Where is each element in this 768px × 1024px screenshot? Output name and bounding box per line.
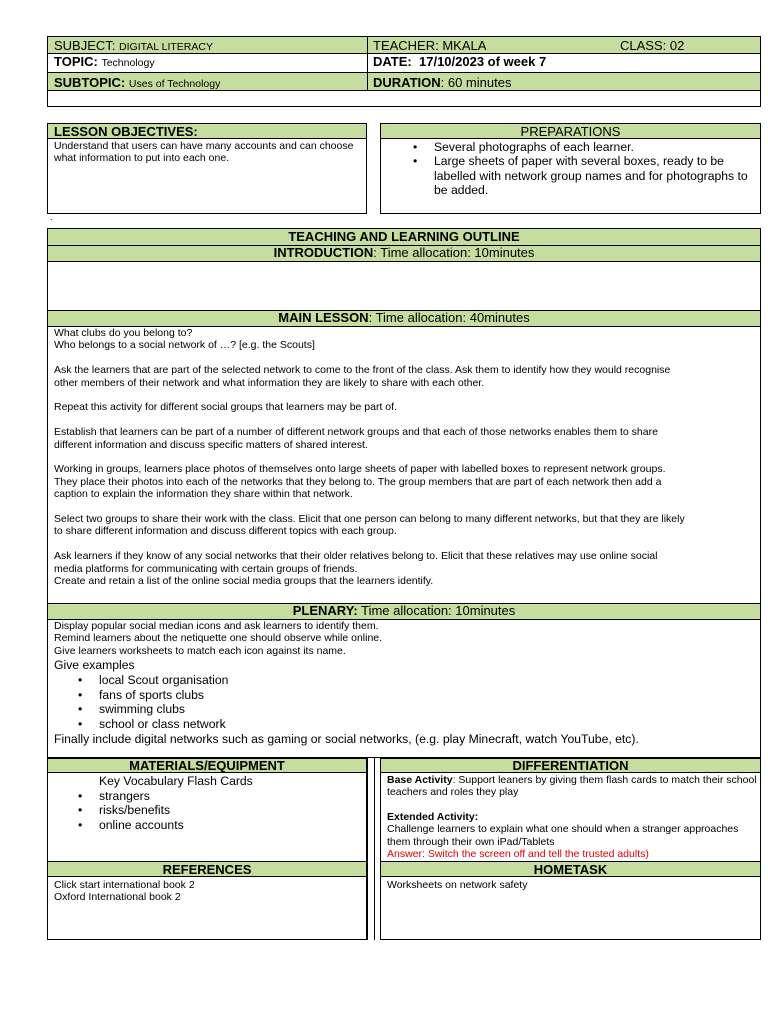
main-lesson-line: Working in groups, learners place photos of themselves onto large sheets of paper with labelled boxes to represent network groups.	[54, 463, 666, 476]
hometask-text: Worksheets on network safety	[387, 879, 528, 891]
list-item: • local Scout organisation	[54, 673, 758, 688]
objectives-text: Understand that users can have many accounts and can choose what information to put into each one.	[54, 140, 354, 165]
class-field: CLASS: 02	[620, 38, 685, 53]
examples-block	[54, 658, 758, 747]
finally-text: Finally include digital networks such as gaming or social networks, (e.g. play Minecraft, watch YouTube, etc).	[54, 731, 639, 746]
main-lesson-line: to share different information and discuss different topics with each group.	[54, 525, 397, 538]
answer-text: Answer: Switch the screen off and tell the trusted adults)	[387, 848, 649, 861]
differentiation-title: DIFFERENTIATION	[512, 758, 629, 773]
main-lesson-text	[54, 327, 758, 587]
differentiation-box	[380, 758, 761, 940]
plenary-text: Display popular social median icons and ask learners to identify them. Remind learners about the netiquette one should observe while online. Give learners worksheets to match each icon against its name.	[54, 620, 383, 657]
references-list	[54, 879, 364, 904]
main-lesson-title: MAIN LESSON: Time allocation: 40minutes	[278, 310, 530, 325]
intro-title: INTRODUCTION: Time allocation: 10minutes	[273, 245, 535, 260]
stray-dot: .	[50, 212, 53, 222]
references-title: REFERENCES	[162, 862, 252, 877]
extended-activity-label: Extended Activity:	[387, 810, 479, 823]
preparations-title: PREPARATIONS	[520, 124, 621, 139]
subject-field: SUBJECT: DIGITAL LITERACY	[54, 38, 213, 53]
outline-title: TEACHING AND LEARNING OUTLINE	[288, 229, 520, 244]
main-lesson-line: Who belongs to a social network of …? [e.g. the Scouts]	[54, 339, 315, 352]
duration-field: DURATION: 60 minutes	[373, 75, 512, 90]
differentiation-text	[387, 774, 757, 860]
main-lesson-line: other members of their network and what information they are likely to share with each other.	[54, 376, 485, 389]
main-lesson-line	[54, 414, 758, 426]
subtopic-field: SUBTOPIC: Uses of Technology	[54, 75, 221, 90]
list-item: • Large sheets of paper with several boxes, ready to be labelled with network group names and for photographs to be added.	[389, 154, 757, 197]
main-lesson-line: Repeat this activity for different social groups that learners may be part of.	[54, 401, 397, 414]
main-lesson-line: They place their photos into each of the networks that they belong to. The group members that are part of each network then add a	[54, 475, 662, 488]
topic-field: TOPIC: Technology	[54, 54, 155, 69]
examples-list	[54, 673, 758, 732]
main-lesson-line	[54, 389, 758, 401]
main-lesson-line	[54, 501, 758, 513]
plenary-title: PLENARY: Time allocation: 10minutes	[292, 603, 516, 618]
date-field: DATE: 17/10/2023 of week 7	[373, 54, 547, 69]
header-table	[47, 36, 761, 107]
objectives-title: LESSON OBJECTIVES:	[54, 124, 198, 139]
main-lesson-line: different information and discuss specific matters of shared interest.	[54, 438, 368, 451]
materials-title: MATERIALS/EQUIPMENT	[129, 758, 285, 773]
objectives-box	[47, 123, 367, 214]
outline-box	[47, 228, 761, 758]
teacher-field: TEACHER: MKALA	[373, 38, 487, 53]
main-lesson-line: Ask learners if they know of any social networks that their older relatives belong to. Elicit that these relatives may use online social	[54, 550, 658, 563]
list-item: • fans of sports clubs	[54, 688, 758, 703]
main-lesson-line: media platforms for communicating with certain groups of friends.	[54, 562, 358, 575]
main-lesson-line	[54, 352, 758, 364]
base-activity: Base Activity: Support leaners by giving them flash cards to match their school teachers and roles they play	[387, 774, 757, 799]
materials-box	[47, 758, 367, 940]
list-item: Click start international book 2	[54, 879, 195, 891]
extended-activity-text: Challenge learners to explain what one should when a stranger approaches them through their own iPad/Tablets	[387, 823, 739, 848]
main-lesson-line: Establish that learners can be part of a number of different network groups and that each of those networks enables them to share	[54, 426, 658, 439]
main-lesson-line: What clubs do you belong to?	[54, 327, 193, 339]
main-lesson-line	[54, 538, 758, 550]
materials-list	[54, 774, 364, 832]
list-item: Oxford International book 2	[54, 891, 181, 904]
main-lesson-line: Select two groups to share their work with the class. Elicit that one person can belong to many different networks, but that they are likely	[54, 513, 685, 526]
hometask-title: HOMETASK	[533, 862, 608, 877]
main-lesson-line: caption to explain the information they share within that network.	[54, 488, 353, 501]
main-lesson-line: Create and retain a list of the online social media groups that the learners identify.	[54, 575, 434, 588]
preparations-box	[380, 123, 761, 214]
list-item: • strangers	[54, 789, 364, 804]
materials-first: Key Vocabulary Flash Cards	[99, 774, 253, 788]
list-item: • school or class network	[54, 717, 758, 732]
list-item: • swimming clubs	[54, 702, 758, 717]
main-lesson-line	[54, 451, 758, 463]
main-lesson-line: Ask the learners that are part of the selected network to come to the front of the class. Ask them to identify how they would recognise	[54, 364, 671, 377]
examples-title: Give examples	[54, 658, 135, 672]
list-item: • Several photographs of each learner.	[389, 140, 757, 154]
preparations-list	[389, 140, 757, 198]
list-item: • risks/benefits	[54, 803, 364, 818]
list-item: • online accounts	[54, 818, 364, 833]
